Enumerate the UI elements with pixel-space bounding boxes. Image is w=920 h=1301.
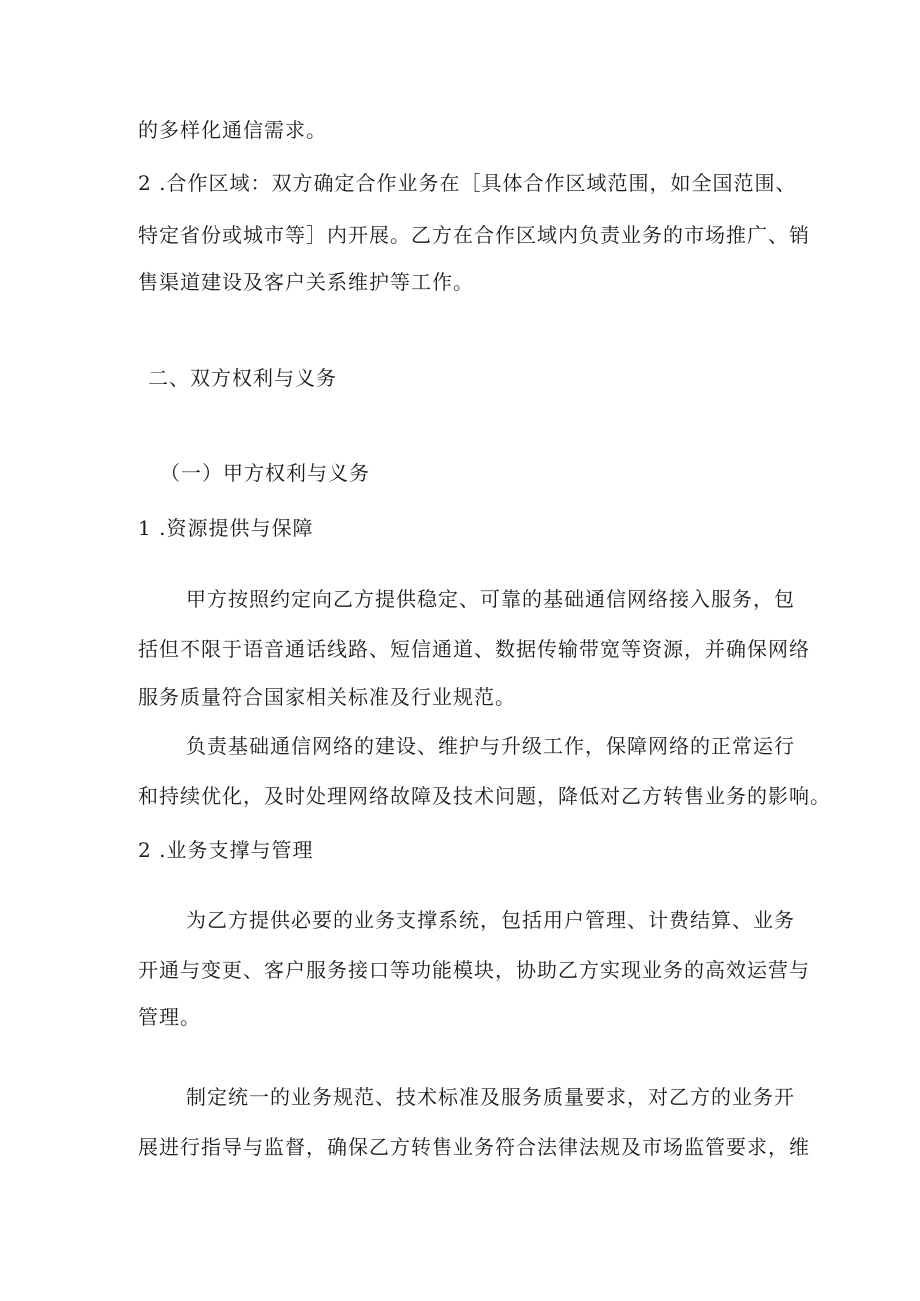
clause-1-resource-provision: 1 .资源提供与保障	[138, 516, 314, 540]
text-line: 和持续优化，及时处理网络故障及技术问题，降低对乙方转售业务的影响。	[138, 784, 831, 808]
text-line: 特定省份或城市等］内开展。乙方在合作区域内负责业务的市场推广、销	[138, 223, 810, 247]
paragraph-start: 负责基础通信网络的建设、维护与升级工作，保障网络的正常运行	[186, 734, 795, 758]
paragraph-start: 甲方按照约定向乙方提供稳定、可靠的基础通信网络接入服务，包	[186, 587, 795, 611]
section-heading-rights-obligations: 二、双方权利与义务	[148, 366, 337, 390]
text-line-continuation: 的多样化通信需求。	[138, 118, 327, 142]
text-line: 开通与变更、客户服务接口等功能模块，协助乙方实现业务的高效运营与	[138, 958, 810, 982]
clause-2-business-support: 2 .业务支撑与管理	[138, 838, 314, 862]
text-line: 管理。	[138, 1005, 201, 1029]
clause-2-cooperation-area: 2 .合作区域：双方确定合作业务在［具体合作区域范围，如全国范围、	[138, 171, 797, 195]
text-line: 服务质量符合国家相关标准及行业规范。	[138, 685, 516, 709]
paragraph-start: 制定统一的业务规范、技术标准及服务质量要求，对乙方的业务开	[186, 1085, 795, 1109]
text-line: 括但不限于语音通话线路、短信通道、数据传输带宽等资源，并确保网络	[138, 637, 810, 661]
paragraph-start: 为乙方提供必要的业务支撑系统，包括用户管理、计费结算、业务	[186, 908, 795, 932]
text-line: 售渠道建设及客户关系维护等工作。	[138, 270, 474, 294]
text-line: 展进行指导与监督，确保乙方转售业务符合法律法规及市场监管要求，维	[138, 1135, 810, 1159]
subsection-heading-party-a: （一）甲方权利与义务	[160, 461, 370, 485]
